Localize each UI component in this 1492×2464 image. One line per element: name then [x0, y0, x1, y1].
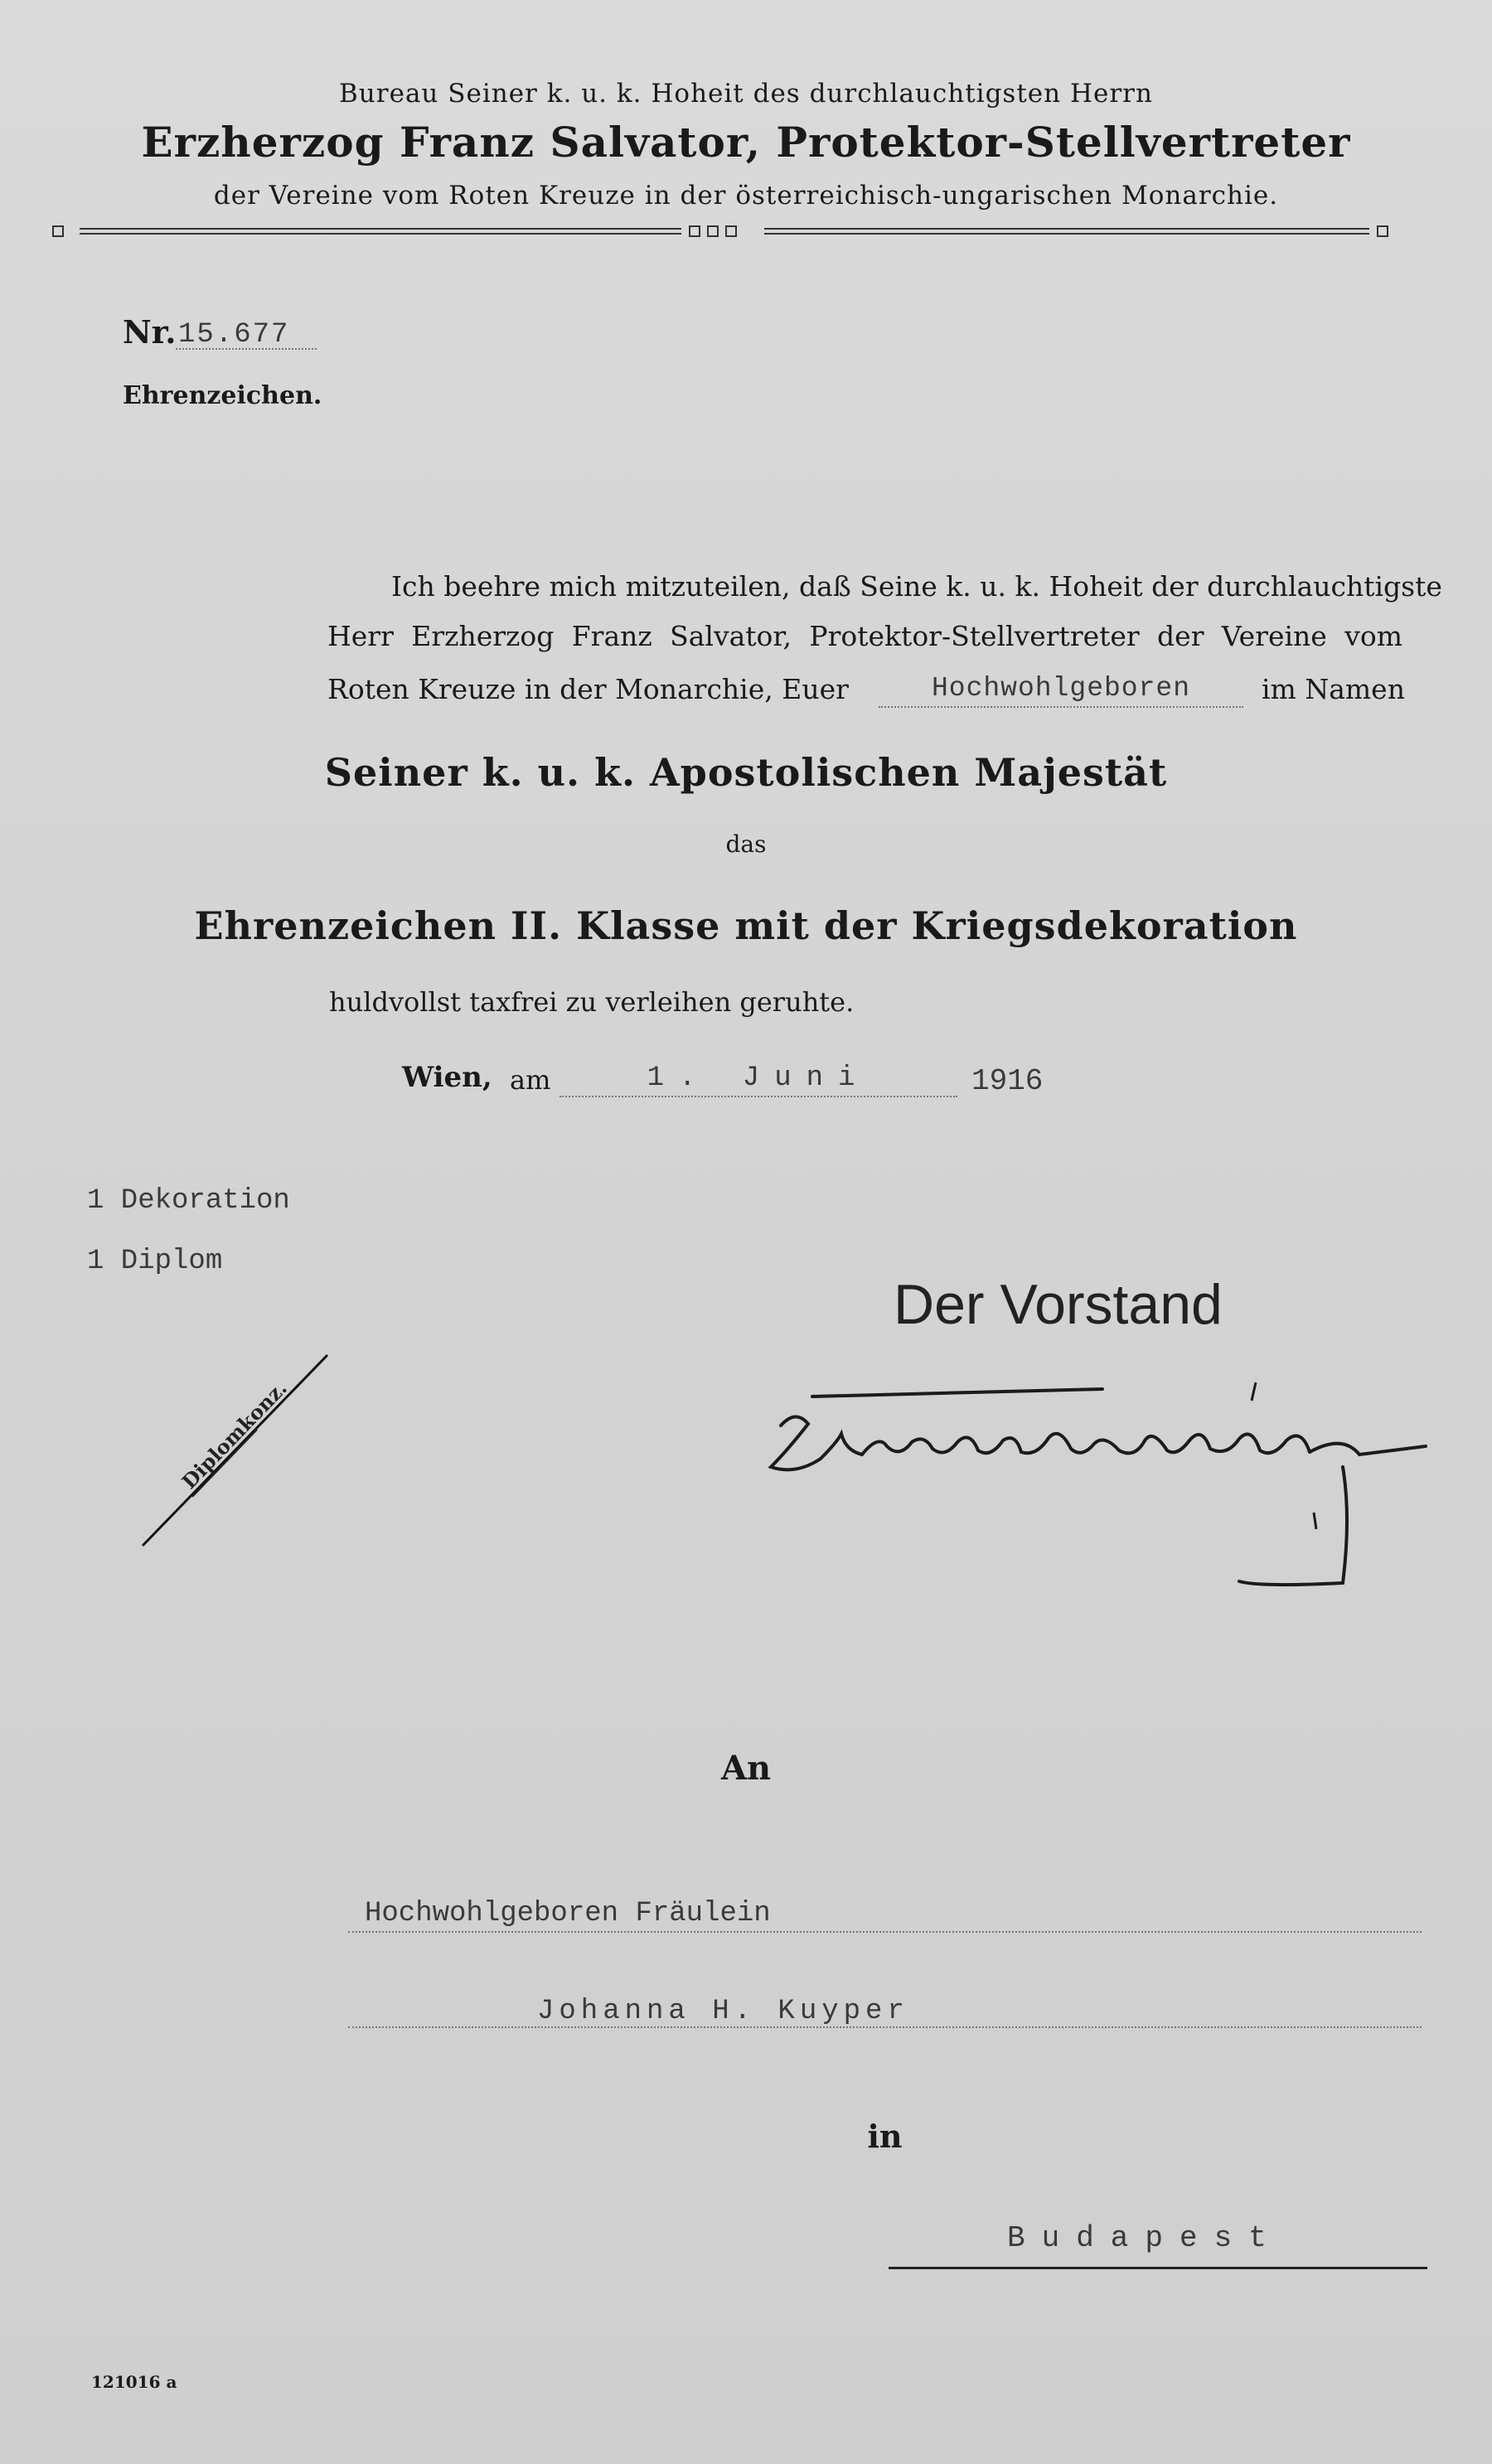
body-line-2: Herr Erzherzog Franz Salvator, Protektor-Stellvertreter der Vereine vom [327, 620, 1402, 652]
form-code: 121016 a [91, 2372, 177, 2392]
dateline-place: Wien, [402, 1061, 492, 1094]
dateline-year: 1916 [971, 1064, 1044, 1098]
enclosure-item: 1 Diplom [87, 1246, 223, 1277]
honorific-value: Hochwohlgeboren [931, 673, 1191, 704]
letterhead-title: Erzherzog Franz Salvator, Protektor-Stellvertreter [141, 118, 1351, 167]
article-das: das [725, 830, 767, 858]
body-line-3-end: im Namen [1262, 673, 1405, 705]
award-heading: Ehrenzeichen II. Klasse mit der Kriegsdekoration [194, 903, 1298, 948]
date-value: 1. Juni [647, 1063, 870, 1094]
diagonal-stamp-text: Diplomkonz. [177, 1376, 292, 1494]
letterhead-line1: Bureau Seiner k. u. k. Hoheit des durchlauchtigsten Herrn [339, 79, 1153, 109]
date-field [560, 1063, 957, 1097]
gracious-line: huldvollst taxfrei zu verleihen geruhte. [329, 986, 855, 1018]
addressee-in: in [867, 2118, 903, 2155]
letterhead-rule [51, 222, 1394, 240]
dateline-am: am [510, 1064, 551, 1096]
reference-label: Nr. [123, 313, 177, 351]
enclosure-item: 1 Dekoration [87, 1185, 290, 1217]
reference-number: 15.677 [178, 319, 290, 351]
letterhead-line3: der Vereine vom Roten Kreuze in der österreichisch-ungarischen Monarchie. [213, 181, 1279, 211]
body-line-1: Ich beehre mich mitzuteilen, daß Seine k. u. k. Hoheit der durchlauchtigste [391, 570, 1442, 603]
addressee-to: An [720, 1749, 772, 1788]
honorific-field [879, 673, 1243, 708]
board-stamp: Der Vorstand [894, 1273, 1223, 1336]
handwritten-signature [763, 1376, 1442, 1624]
addressee-title: Hochwohlgeboren Fräulein [365, 1898, 771, 1929]
body-line-3-start: Roten Kreuze in der Monarchie, Euer [327, 673, 849, 705]
diagonal-stamp [133, 1343, 340, 1558]
majesty-heading: Seiner k. u. k. Apostolischen Majestät [324, 750, 1168, 795]
city-underline [889, 2267, 1427, 2269]
reference-dotted-line [176, 348, 317, 350]
reference-subject: Ehrenzeichen. [123, 381, 322, 410]
addressee-name: Johanna H. Kuyper [537, 1996, 909, 2027]
addressee-city: Budapest [1007, 2221, 1283, 2255]
